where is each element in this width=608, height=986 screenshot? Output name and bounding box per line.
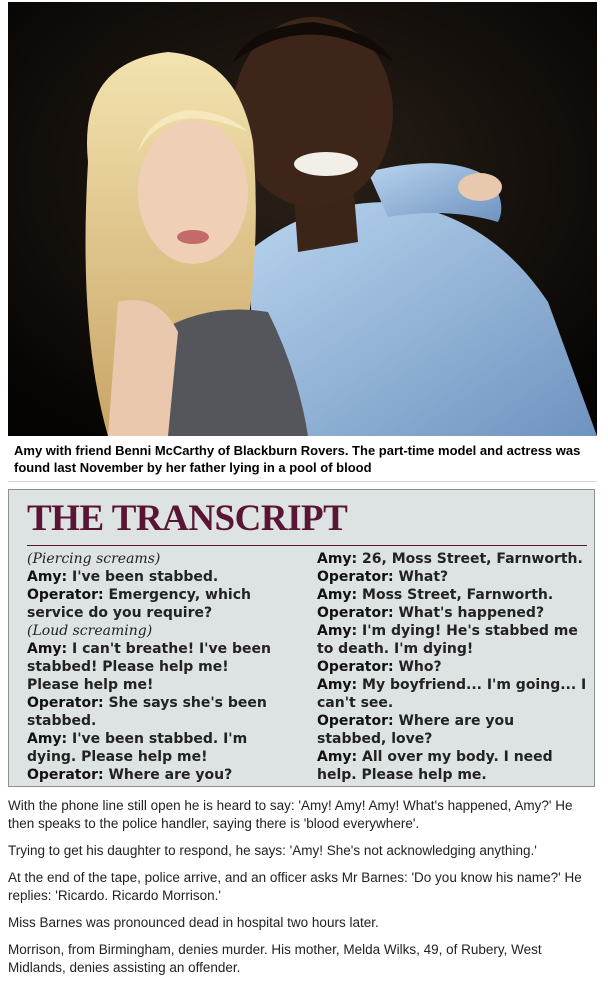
speaker-label: Amy: (317, 587, 358, 603)
speaker-label: Operator: (317, 659, 394, 675)
stage-direction: (Loud screaming) (27, 623, 153, 639)
spoken-text: My boyfriend... I'm going... I can't see. (317, 677, 587, 711)
photo-caption: Amy with friend Benni McCarthy of Blackburn Rovers. The part-time model and actress was found last November by her father lying in a pool of blood (14, 443, 581, 475)
spoken-text: Moss Street, Farnworth. (357, 587, 554, 603)
article-body (8, 797, 593, 986)
article-paragraph: Trying to get his daughter to respond, he says: 'Amy! She's not acknowledging anything.' (8, 843, 537, 858)
article-paragraph: At the end of the tape, police arrive, and an officer asks Mr Barnes: 'Do you know his name?' He replies: 'Ricardo. Ricardo Morrison.' (8, 870, 582, 903)
transcript-line (27, 730, 277, 766)
speaker-label: Amy: (317, 623, 358, 639)
transcript-line (317, 622, 587, 658)
spoken-text: I've been stabbed. (67, 569, 219, 585)
spoken-text: Where are you? (103, 767, 233, 783)
transcript-line (317, 712, 587, 748)
transcript-line (27, 550, 277, 568)
spoken-text: 26, Moss Street, Farnworth. (357, 551, 583, 567)
article-paragraph: With the phone line still open he is heard to say: 'Amy! Amy! Amy! What's happened, Amy?' He then speaks to the police handler, saying there is 'blood everywhere'. (8, 798, 573, 831)
article-photo (8, 2, 597, 436)
transcript-line (317, 586, 587, 604)
transcript-line (27, 640, 277, 694)
speaker-label: Operator: (27, 767, 104, 783)
transcript-line (317, 568, 587, 586)
transcript-line (27, 694, 277, 730)
transcript-line (27, 586, 277, 622)
speaker-label: Operator: (27, 695, 104, 711)
transcript-line (317, 604, 587, 622)
transcript-line (27, 622, 277, 640)
spoken-text: I can't breathe! I've been stabbed! Please help me! Please help me! (27, 641, 271, 693)
speaker-label: Operator: (317, 605, 394, 621)
speaker-label: Amy: (27, 731, 68, 747)
spoken-text: Where are you stabbed, love? (317, 713, 515, 747)
stage-direction: (Piercing screams) (27, 551, 161, 567)
transcript-title: THE TRANSCRIPT (27, 497, 587, 546)
transcript-left-column (27, 550, 277, 784)
spoken-text: Emergency, which service do you require? (27, 587, 251, 621)
transcript-line (27, 568, 277, 586)
spoken-text: I'm dying! He's stabbed me to death. I'm dying! (317, 623, 578, 657)
speaker-label: Amy: (317, 551, 358, 567)
speaker-label: Operator: (317, 713, 394, 729)
spoken-text: What's happened? (393, 605, 545, 621)
spoken-text: All over my body. I need help. Please help me. (317, 749, 553, 783)
speaker-label: Operator: (317, 569, 394, 585)
transcript-box (8, 489, 595, 787)
transcript-right-column (317, 550, 587, 784)
article-paragraph: Morrison, from Birmingham, denies murder. His mother, Melda Wilks, 49, of Rubery, West Midlands, denies assisting an offender. (8, 942, 542, 975)
spoken-text: I've been stabbed. I'm dying. Please help me! (27, 731, 248, 765)
article-paragraph: Miss Barnes was pronounced dead in hospital two hours later. (8, 915, 379, 930)
transcript-line (317, 676, 587, 712)
spoken-text: She says she's been stabbed. (27, 695, 267, 729)
transcript-line (317, 658, 587, 676)
speaker-label: Operator: (27, 587, 104, 603)
spoken-text: Who? (393, 659, 442, 675)
transcript-line (317, 550, 587, 568)
speaker-label: Amy: (27, 569, 68, 585)
transcript-line (27, 766, 277, 784)
speaker-label: Amy: (317, 677, 358, 693)
transcript-line (317, 748, 587, 784)
speaker-label: Amy: (27, 641, 68, 657)
divider (8, 481, 597, 482)
speaker-label: Amy: (317, 749, 358, 765)
spoken-text: What? (393, 569, 449, 585)
